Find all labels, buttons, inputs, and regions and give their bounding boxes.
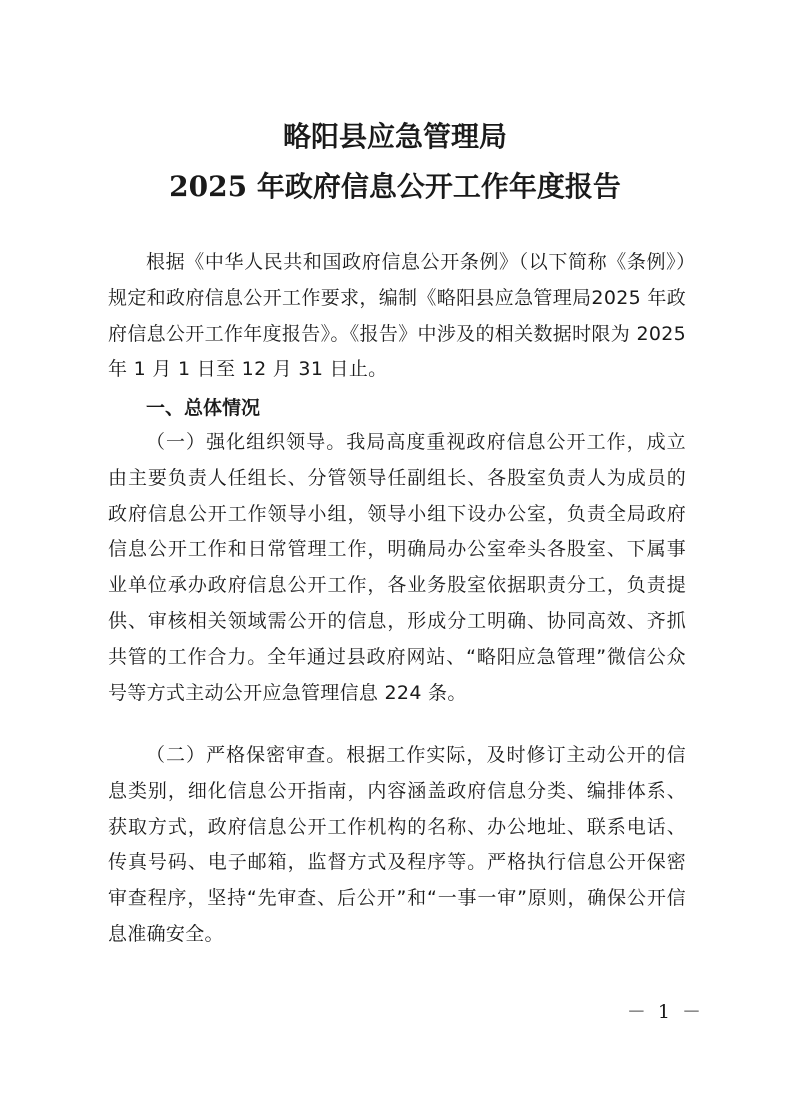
paragraph-confidentiality-text (108, 738, 686, 953)
confidentiality-body: 根据工作实际，及时修订主动公开的信息类别，细化信息公开指南，内容涵盖政府信息分类、编排体系、获取方式，政府信息公开工作机构的名称、办公地址、联系电话、传真号码、电子邮箱，监督方式及程序等。严格执行信息公开保密审查程序，坚持“先审查、后公开”和“一事一审”原则，确保公开信息准确安全。 (108, 744, 686, 945)
document-title-line2: 2025 年政府信息公开工作年度报告 (169, 170, 621, 203)
page-number: － 1 － (626, 1001, 704, 1023)
intro-paragraph (108, 245, 686, 388)
document-title-line1: 略阳县应急管理局 (282, 120, 507, 153)
organization-body: 我局高度重视政府信息公开工作，成立由主要负责人任组长、分管领导任副组长、各股室负责人为成员的政府信息公开工作领导小组，领导小组下设办公室，负责全局政府信息公开工作和日常管理工作，明确局办公室牵头各股室、下属事业单位承办政府信息公开工作，各业务股室依据职责分工，负责提供、审核相关领域需公开的信息，形成分工明确、协同高效、齐抓共管的工作合力。全年通过县政府网站、“略阳应急管理”微信公众号等方式主动公开应急管理信息 224 条。 (108, 431, 686, 704)
subheading-confidentiality: （二）严格保密审查。 (146, 744, 347, 766)
paragraph-confidentiality (108, 738, 686, 953)
intro-text: 根据《中华人民共和国政府信息公开条例》（以下简称《条例》）规定和政府信息公开工作要求，编制《略阳县应急管理局2025 年政府信息公开工作年度报告》。《报告》中涉及的相关数据时限为 2025 年 1 月 1 日至 12 月 31 日止。 (108, 251, 686, 381)
paragraph-organization (108, 425, 686, 711)
paragraph-organization-text (108, 425, 686, 711)
subheading-organization: （一）强化组织领导。 (146, 431, 347, 453)
section-heading-overview: 一、总体情况 (146, 397, 261, 419)
